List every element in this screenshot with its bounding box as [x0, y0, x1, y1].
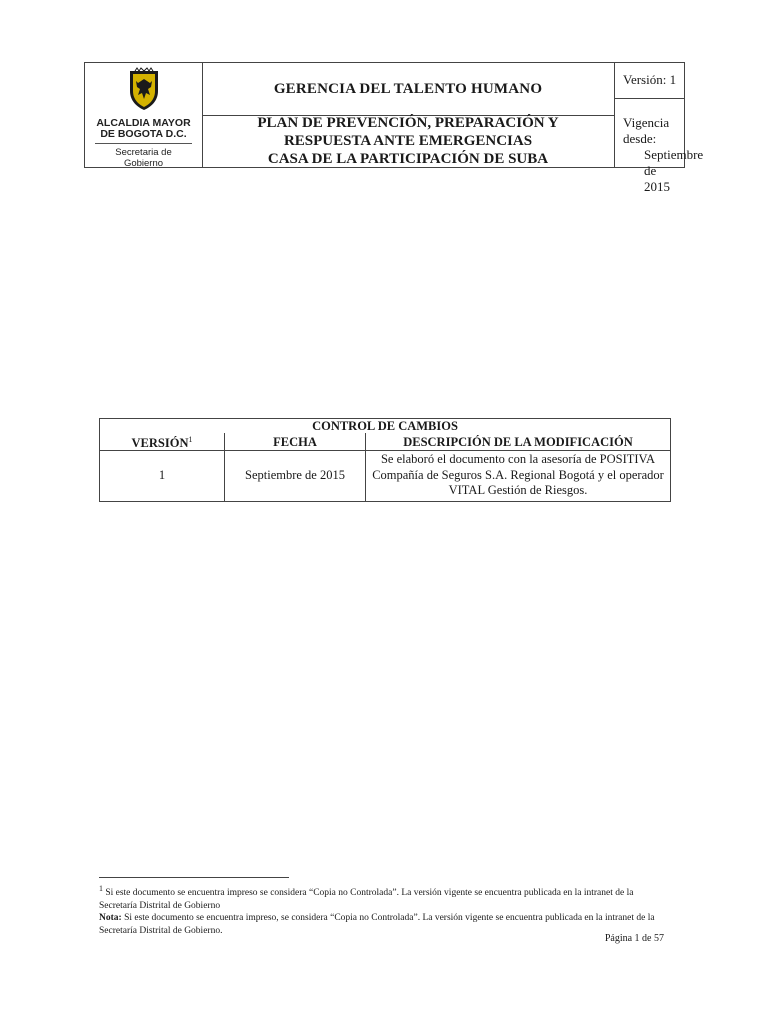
nota-label: Nota:	[99, 913, 122, 924]
change-control-table	[99, 418, 671, 502]
logo-line1: ALCALDIA MAYOR	[96, 117, 191, 129]
vigencia-label: Vigencia desde:	[623, 115, 670, 146]
footnote-1	[99, 883, 671, 912]
column-header-fecha: FECHA	[225, 433, 366, 451]
column-header-version-label: VERSIÓN	[131, 436, 189, 451]
descripcion-line3: VITAL Gestión de Riesgos.	[448, 483, 588, 498]
nota-text: Si este documento se encuentra impreso, se considera “Copia no Controlada”. La versión vigente se encuentra publicada en la intranet de la Secretaría Distrital de Gobierno.	[99, 913, 655, 936]
column-header-descripcion: DESCRIPCIÓN DE LA MODIFICACIÓN	[366, 433, 671, 451]
footnote-divider	[99, 877, 289, 878]
column-header-version	[100, 433, 225, 451]
plan-title	[202, 115, 614, 167]
change-control-title: CONTROL DE CAMBIOS	[100, 419, 671, 434]
descripcion-line2: Compañía de Seguros S.A. Regional Bogotá y el operador	[372, 467, 664, 482]
vigencia	[614, 99, 704, 194]
row-descripcion	[366, 451, 671, 502]
department-title: GERENCIA DEL TALENTO HUMANO	[202, 63, 614, 116]
logo-title	[85, 118, 202, 140]
footnote-text: Si este documento se encuentra impreso se considera “Copia no Controlada”. La versión vigente se encuentra publicada en la intranet de la Secretaría Distrital de Gobierno	[99, 888, 634, 911]
meta-cell	[614, 63, 704, 194]
logo-cell	[85, 63, 203, 167]
row-fecha: Septiembre de 2015	[225, 451, 366, 502]
footnote	[99, 883, 671, 937]
logo-subtitle: Secretaria de Gobierno	[95, 143, 192, 169]
footnote-marker: 1	[99, 884, 103, 893]
descripcion-line1: Se elaboró el documento con la asesoría de POSITIVA	[380, 452, 655, 467]
vigencia-value: Septiembre de 2015	[644, 147, 704, 194]
page-number: Página 1 de 57	[604, 933, 664, 944]
plan-title-line2: RESPUESTA ANTE EMERGENCIAS	[283, 133, 533, 149]
plan-title-line1: PLAN DE PREVENCIÓN, PREPARACIÓN Y	[257, 115, 559, 131]
footnote-nota	[99, 912, 671, 937]
footnote-ref: 1	[188, 435, 193, 444]
version-label: Versión: 1	[614, 63, 684, 99]
bogota-logo	[85, 67, 202, 169]
document-header-table	[84, 62, 704, 194]
coat-of-arms-icon	[124, 67, 164, 113]
row-version: 1	[100, 451, 225, 502]
title-cell	[202, 63, 615, 167]
table-row	[100, 451, 671, 502]
logo-line2: DE BOGOTA D.C.	[100, 128, 187, 140]
plan-title-line3: CASA DE LA PARTICIPACIÓN DE SUBA	[267, 151, 549, 167]
